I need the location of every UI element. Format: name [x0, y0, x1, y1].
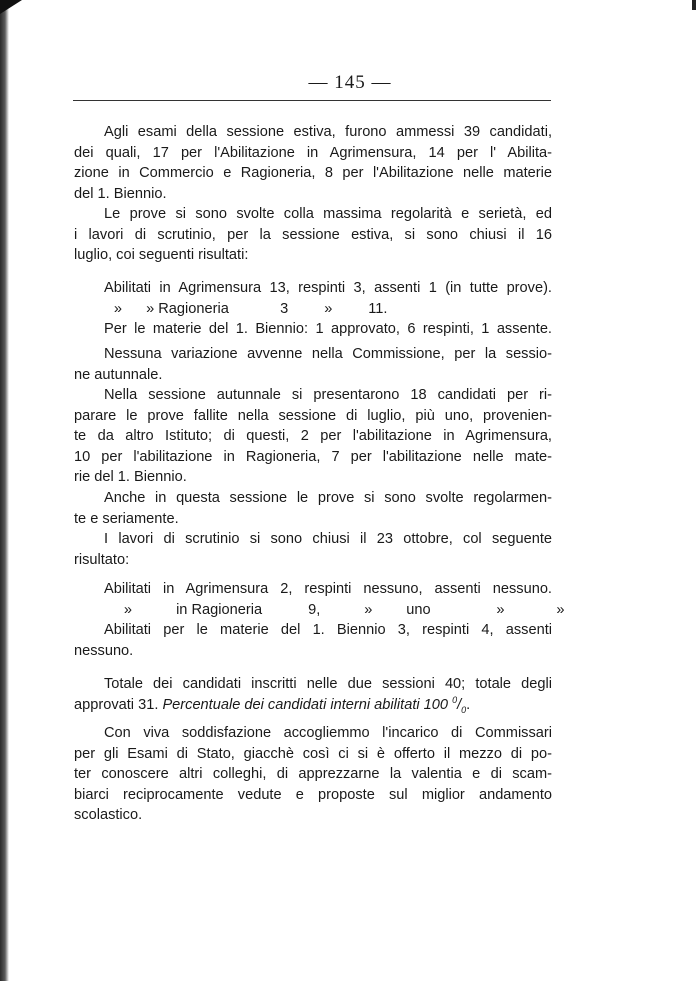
- text-line: i lavori di scrutinio, per la sessione estiva, si sono chiusi il 16: [74, 226, 552, 243]
- paragraph-autumn-results-intro: [74, 529, 552, 570]
- result-line: Abilitati per le materie del 1. Biennio 3, respinti 4, assenti: [104, 622, 552, 639]
- text-line: ne autunnale.: [74, 366, 163, 383]
- paragraph-totals: [74, 674, 552, 715]
- percent-sign: $^0/_0$: [452, 694, 467, 715]
- scan-corner-mark-right: [692, 0, 696, 10]
- text-line: dei quali, 17 per l'Abilitazione in Agrimensura, 14 per l' Abilita-: [74, 144, 552, 161]
- result-value: 11.: [368, 300, 388, 317]
- paragraph-summer-results-intro: [74, 204, 552, 266]
- text-line: Le prove si sono svolte colla massima regolarità e serietà, ed: [104, 206, 552, 222]
- text-fragment: .: [466, 696, 471, 713]
- ditto-mark: »: [556, 601, 565, 618]
- text-line: 10 per l'abilitazione in Ragioneria, 7 per l'abilitazione nelle mate-: [74, 448, 552, 465]
- text-line: Con viva soddisfazione accogliemmo l'incarico di Commissari: [104, 725, 552, 741]
- text-line: Anche in questa sessione le prove si sono svolte regolarmen-: [104, 490, 552, 506]
- text-line: rie del 1. Biennio.: [74, 469, 187, 486]
- paragraph-commission: [74, 344, 552, 385]
- ditto-mark: »: [123, 601, 132, 618]
- header-rule: [73, 100, 551, 101]
- scan-corner-mark: [0, 0, 22, 14]
- ditto-mark: »: [113, 300, 122, 317]
- paragraph-autumn-regular: [74, 488, 552, 529]
- text-line-percentage: [74, 695, 552, 716]
- text-line: risultato:: [74, 551, 130, 568]
- result-line: nessuno.: [74, 642, 134, 659]
- text-line: Totale dei candidati inscritti nelle due sessioni 40; totale degli: [104, 676, 552, 692]
- text-line: Nessuna variazione avvenne nella Commissione, per la sessio-: [104, 346, 552, 362]
- paragraph-closing: [74, 723, 552, 826]
- text-line: te da altro Istituto; di questi, 2 per l'abilitazione in Agrimensura,: [74, 428, 552, 445]
- result-line: Per le materie del 1. Biennio: 1 approvato, 6 respinti, 1 assente.: [104, 321, 552, 338]
- percentage-statement: Percentuale dei candidati interni abilitati 100: [162, 696, 449, 713]
- result-line-ragioneria: [74, 299, 552, 320]
- summer-results: [74, 278, 552, 340]
- paragraph-exams-summer: [74, 122, 552, 204]
- text-line: I lavori di scrutinio si sono chiusi il 23 ottobre, col seguente: [104, 531, 552, 547]
- autumn-results: [74, 579, 565, 661]
- text-line: zione in Commercio e Ragioneria, 8 per l'Abilitazione nelle materie: [74, 165, 552, 182]
- text-line: te e seriamente.: [74, 510, 179, 527]
- text-line: luglio, coi seguenti risultati:: [74, 247, 249, 264]
- result-label: » Ragioneria: [146, 300, 229, 317]
- paragraph-autumn-session: [74, 385, 552, 488]
- result-value: 3: [280, 300, 289, 317]
- text-line: scolastico.: [74, 807, 143, 824]
- text-line: ter conoscere altri colleghi, di apprezzarne la valentia e di scam-: [74, 766, 552, 783]
- result-line-ragioneria: [74, 600, 565, 621]
- ditto-mark: »: [364, 601, 373, 618]
- scan-edge: [0, 0, 9, 981]
- text-fragment: approvati 31.: [74, 696, 163, 713]
- result-line: Abilitati in Agrimensura 13, respinti 3, assenti 1 (in tutte prove).: [104, 280, 552, 296]
- text-line: parare le prove fallite nella sessione di luglio, più uno, provenien-: [74, 407, 552, 424]
- result-value: 9,: [308, 601, 321, 618]
- text-line: del 1. Biennio.: [74, 185, 167, 202]
- result-value: uno: [406, 601, 431, 618]
- page-number: — 145 —: [308, 72, 392, 93]
- text-line: biarci reciprocamente vedute e proposte sul miglior andamento: [74, 786, 552, 803]
- ditto-mark: »: [324, 300, 333, 317]
- result-line: Abilitati in Agrimensura 2, respinti nessuno, assenti nessuno.: [104, 581, 552, 597]
- ditto-mark: »: [496, 601, 505, 618]
- result-label: in Ragioneria: [176, 601, 263, 618]
- text-line: Agli esami della sessione estiva, furono ammessi 39 candidati,: [104, 124, 552, 140]
- text-line: Nella sessione autunnale si presentarono 18 candidati per ri-: [104, 387, 552, 403]
- text-line: per gli Esami di Stato, giacchè così ci si è offerto il mezzo di po-: [74, 745, 552, 762]
